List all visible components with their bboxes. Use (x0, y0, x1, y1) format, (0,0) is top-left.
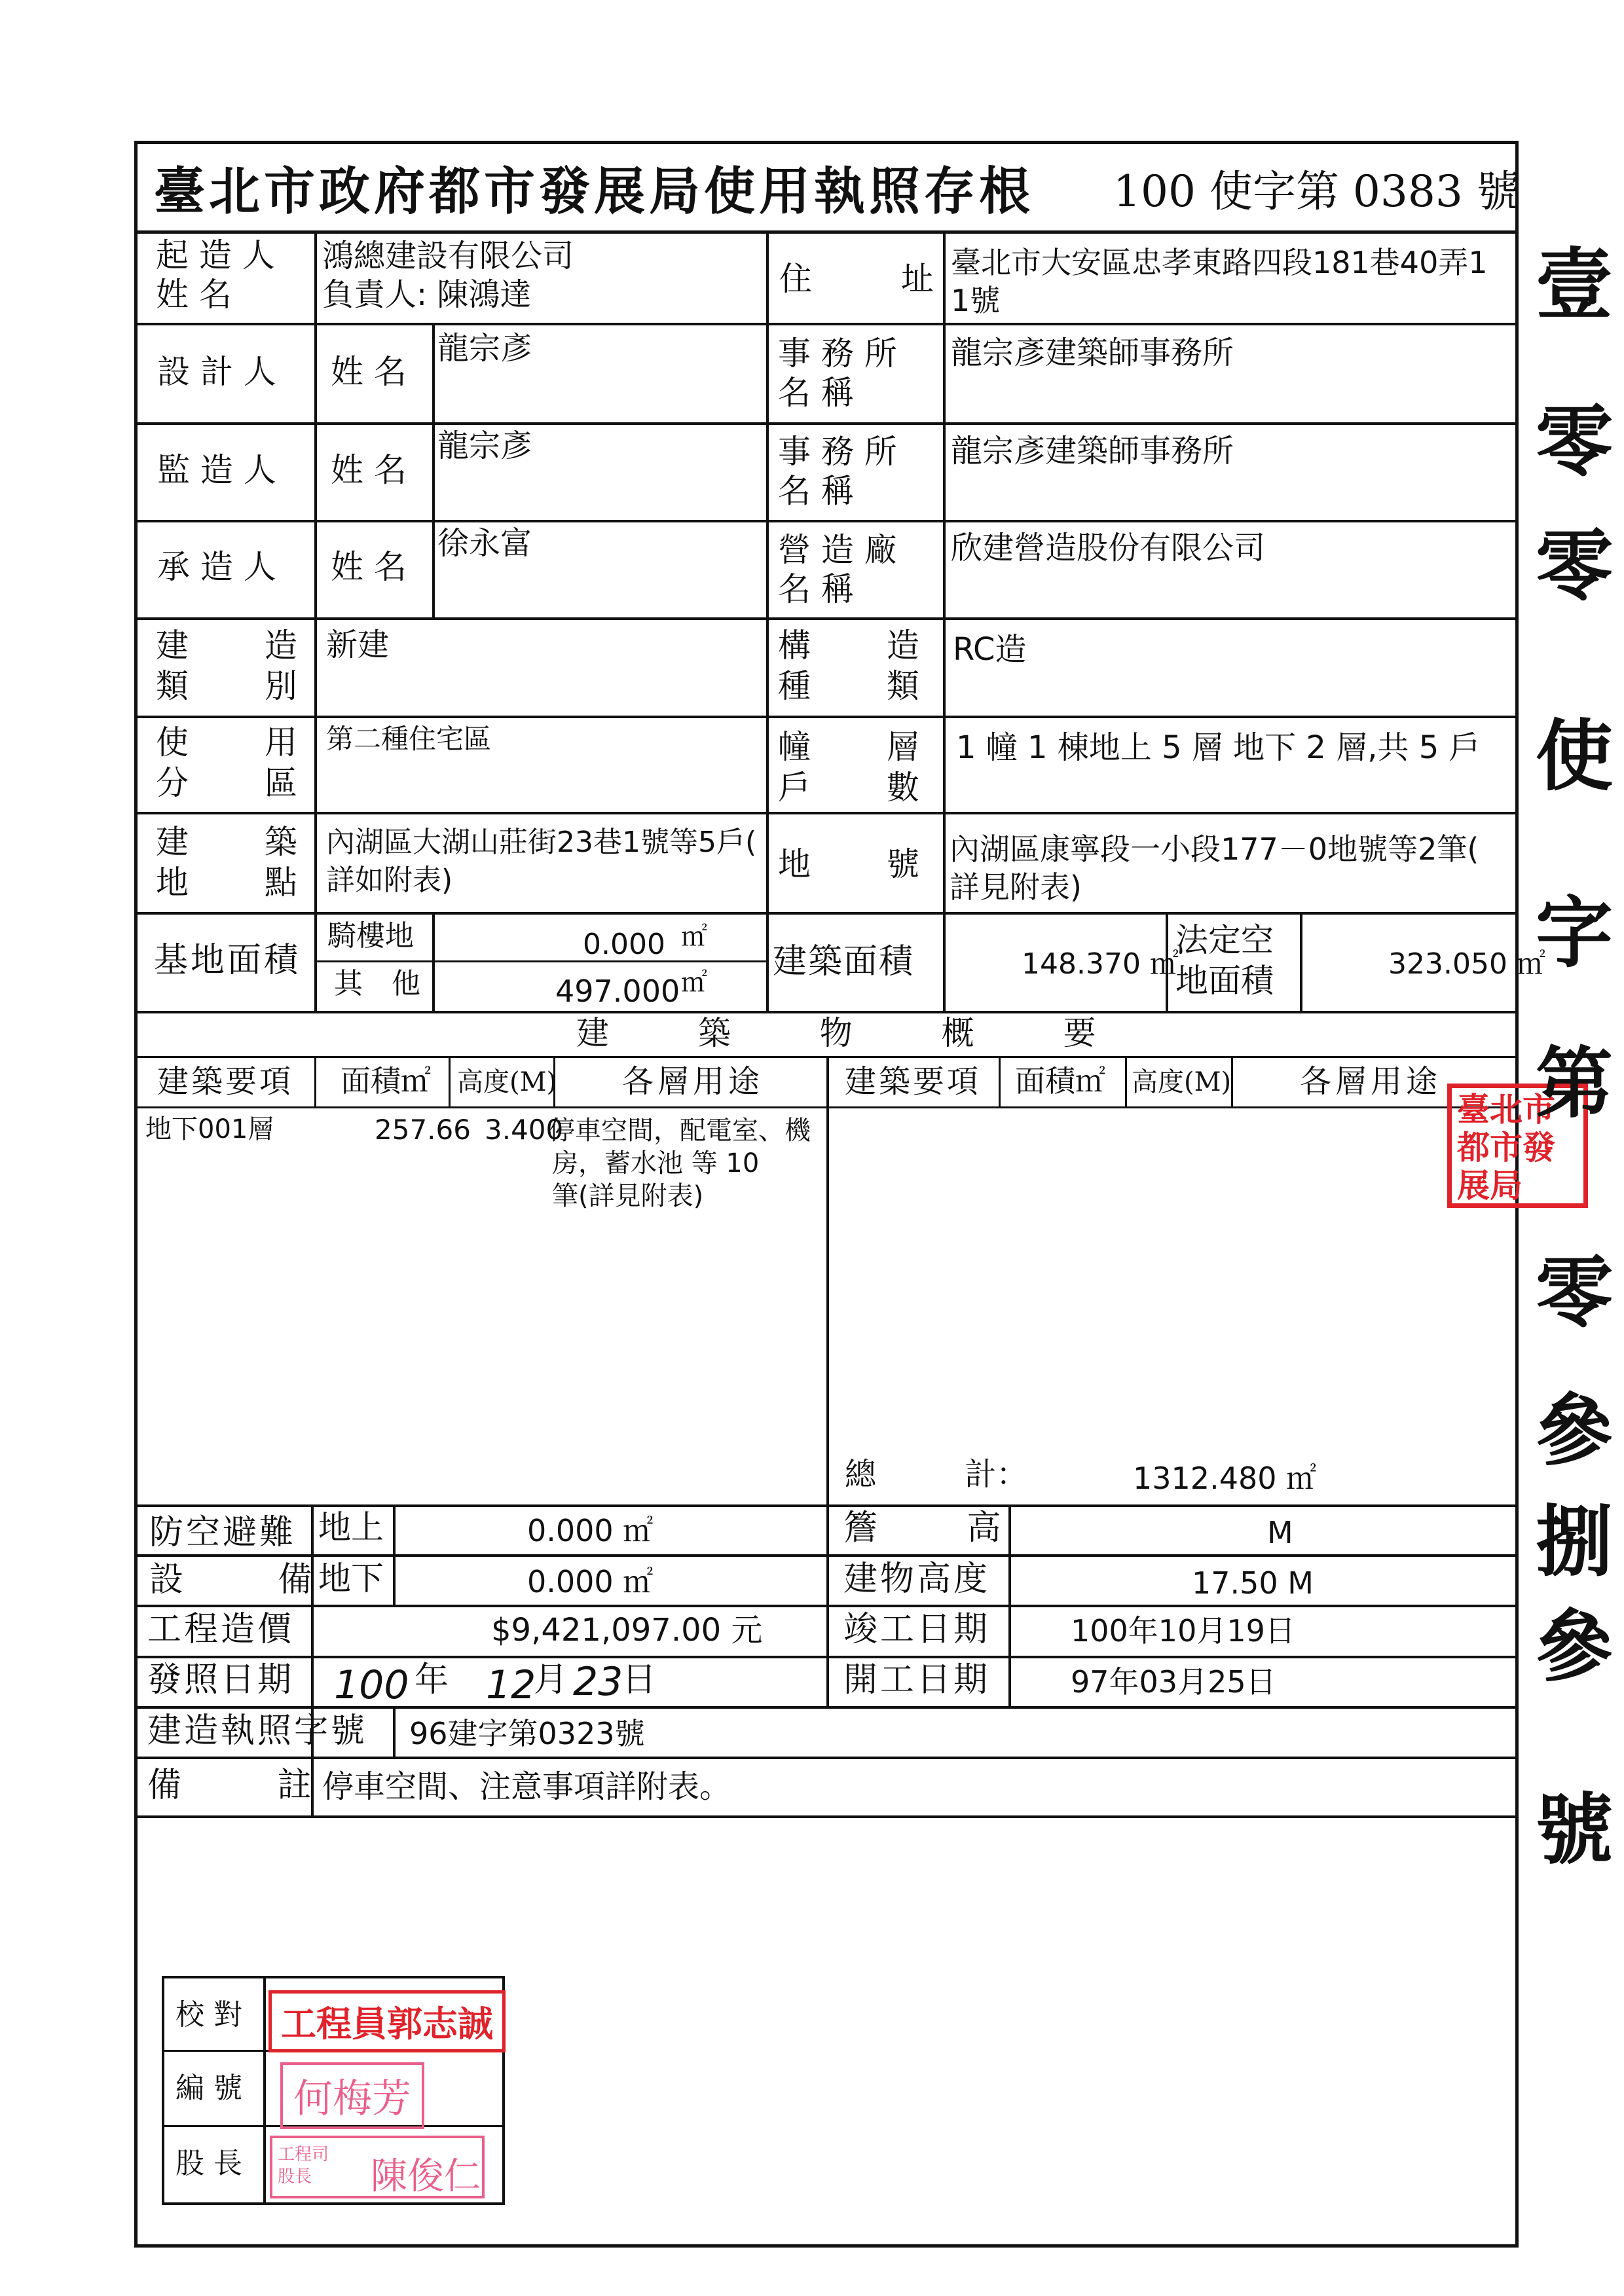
side-margin-char: 第 (1536, 1038, 1614, 1129)
permit-label: 建造執照字號 (147, 1711, 368, 1751)
cost-label: 工程造價 (147, 1610, 295, 1649)
side-margin-char: 零 (1536, 520, 1614, 611)
structure-label: 構 造 種 類 (778, 627, 919, 705)
side-margin-char: 零 (1536, 1247, 1614, 1338)
start-date-value: 97年03月25日 (1071, 1664, 1276, 1700)
summary-row-floor: 地下001層 (145, 1114, 274, 1144)
summary-col-item-2: 建築要項 (845, 1063, 982, 1100)
side-margin-char: 零 (1536, 396, 1614, 487)
designer-role-label: 設 計 人 (157, 353, 276, 391)
shelter-below-value: 0.000 ㎡ (527, 1564, 654, 1599)
structure-value: RC造 (953, 631, 1027, 668)
number-label: 編 號 (175, 2071, 242, 2105)
open-space-label: 法定空 地面積 (1175, 921, 1274, 1000)
chief-stamp-name: 陳俊仁 (371, 2155, 481, 2198)
zoning-value: 第二種住宅區 (326, 723, 492, 755)
summary-title: 建 築 物 概 要 (576, 1014, 1096, 1052)
eave-label: 簷 高 (843, 1508, 1001, 1548)
side-margin-char: 捌 (1536, 1496, 1614, 1587)
completion-label: 竣工日期 (843, 1610, 991, 1649)
building-area-value: 148.370 ㎡ (1022, 947, 1179, 981)
completion-value: 100年10月19日 (1071, 1613, 1295, 1649)
shelter-above-label: 地上 (318, 1508, 384, 1546)
contractor-office: 欣建營造股份有限公司 (951, 530, 1266, 566)
remarks-label: 備 註 (147, 1766, 312, 1805)
permit-value: 96建字第0323號 (409, 1716, 645, 1751)
zoning-label: 使 用 分 區 (156, 723, 297, 802)
side-margin-char: 使 (1536, 710, 1614, 801)
build-type-label: 建 造 類 別 (156, 627, 297, 705)
eave-value: M (1267, 1515, 1293, 1550)
contractor-role-label: 承 造 人 (157, 548, 276, 586)
issue-day: 23 (573, 1659, 623, 1705)
summary-col-area-2: 面積㎡ (1015, 1063, 1105, 1099)
summary-col-height-2: 高度(M) (1132, 1067, 1232, 1097)
contractor-office-label: 營 造 廠 名 稱 (778, 531, 897, 608)
building-height-label: 建物高度 (843, 1559, 991, 1599)
supervisor-office-label: 事 務 所 名 稱 (778, 433, 897, 510)
owner-address: 臺北市大安區忠孝東路四段181巷40弄1 1號 (951, 245, 1488, 318)
summary-row-area: 257.66 (375, 1114, 471, 1146)
number-stamp: 何梅芳 (280, 2062, 424, 2129)
location-label: 建 築 地 點 (156, 823, 297, 902)
chief-stamp-title: 工程司 股長 (278, 2145, 329, 2187)
side-margin-char: 字 (1536, 887, 1614, 978)
designer-office-label: 事 務 所 名 稱 (778, 335, 897, 412)
shelter-label: 防空避難 設 備 (149, 1513, 315, 1599)
building-height-value: 17.50 M (1192, 1565, 1314, 1601)
issue-month: 12 (486, 1662, 536, 1708)
side-margin-char: 參 (1536, 1385, 1614, 1476)
summary-col-height: 高度(M) (457, 1067, 557, 1097)
official-seal-text: 臺北市都市發展局 (1457, 1091, 1555, 1205)
arcade-value: 0.000 (583, 928, 665, 961)
other-label: 其 他 (334, 967, 420, 1000)
lot-label: 地 號 (778, 845, 919, 883)
total-label: 總 計： (845, 1456, 1028, 1493)
arcade-label: 騎樓地 (327, 919, 414, 953)
side-margin-char: 參 (1536, 1601, 1614, 1692)
check-stamp: 工程員郭志誠 (268, 1990, 506, 2052)
supervisor-role-label: 監 造 人 (157, 451, 276, 489)
supervisor-office: 龍宗彥建築師事務所 (951, 433, 1234, 469)
side-margin-char: 號 (1536, 1784, 1614, 1875)
open-space-value: 323.050 ㎡ (1388, 947, 1545, 981)
cost-value: $9,421,097.00 元 (491, 1612, 763, 1649)
contractor-name-label: 姓 名 (331, 548, 407, 586)
summary-col-use: 各層用途 (622, 1063, 764, 1100)
arcade-unit: ㎡ (681, 922, 707, 952)
summary-row-use: 停車空間，配電室、機 房，蓄水池 等 10 筆(詳見附表) (549, 1116, 811, 1211)
issue-day-suffix: 日 (622, 1660, 657, 1700)
contractor-name: 徐永富 (437, 525, 532, 562)
lot-value: 內湖區康寧段一小段177－0地號等2筆( 詳見附表) (950, 831, 1479, 905)
permit-number: 100 使字第 0383 號 (1113, 166, 1520, 217)
summary-col-area: 面積㎡ (341, 1063, 431, 1099)
units-value: 1 幢 1 棟地上 5 層 地下 2 層,共 5 戶 (956, 729, 1481, 766)
summary-row-height: 3.400 (485, 1114, 564, 1146)
designer-name: 龍宗彥 (437, 330, 532, 367)
issue-year: 100 (334, 1662, 409, 1708)
chief-stamp (270, 2136, 485, 2198)
location-value: 內湖區大湖山莊街23巷1號等5戶( 詳如附表) (326, 826, 757, 897)
issue-date-label: 發照日期 (147, 1660, 295, 1700)
issue-year-suffix: 年 (415, 1660, 449, 1700)
side-margin-char: 壹 (1536, 239, 1614, 330)
check-label: 校 對 (175, 1998, 242, 2032)
designer-office: 龍宗彥建築師事務所 (951, 335, 1234, 371)
site-area-label: 基地面積 (154, 941, 301, 980)
issue-month-suffix: 月 (534, 1660, 568, 1700)
start-date-label: 開工日期 (843, 1660, 991, 1700)
summary-col-item: 建築要項 (157, 1063, 294, 1100)
supervisor-name-label: 姓 名 (331, 451, 407, 489)
other-value: 497.000 (555, 974, 680, 1009)
shelter-above-value: 0.000 ㎡ (527, 1513, 654, 1548)
build-type-value: 新建 (326, 627, 390, 663)
chief-label: 股 長 (175, 2147, 242, 2180)
remarks-value: 停車空間、注意事項詳附表。 (322, 1768, 731, 1805)
designer-name-label: 姓 名 (331, 353, 407, 391)
address-label: 住 址 (779, 260, 934, 298)
other-unit: ㎡ (681, 968, 707, 998)
shelter-below-label: 地下 (318, 1559, 384, 1597)
document-title: 臺北市政府都市發展局使用執照存根 (154, 162, 1035, 221)
summary-col-use-2: 各層用途 (1300, 1063, 1442, 1100)
owner-label: 起 造 人 姓 名 (156, 236, 275, 314)
units-label: 幢 層 戶 數 (778, 728, 919, 807)
total-value: 1312.480 ㎡ (1133, 1461, 1317, 1496)
owner-name: 鴻總建設有限公司 (322, 238, 574, 274)
owner-rep: 負責人: 陳鴻達 (322, 276, 532, 313)
building-area-label: 建築面積 (773, 942, 915, 981)
supervisor-name: 龍宗彥 (437, 428, 532, 464)
